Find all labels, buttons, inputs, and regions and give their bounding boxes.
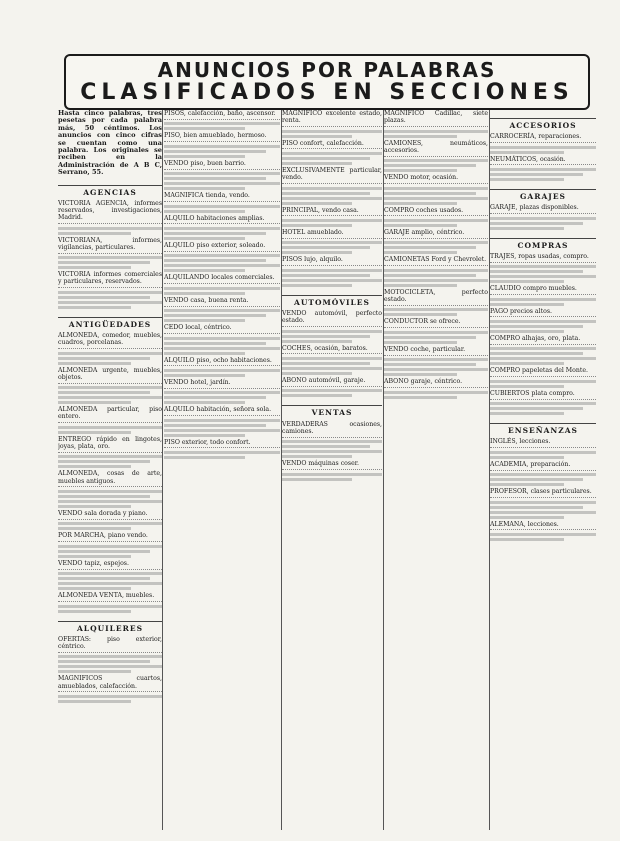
classified-ad: PROFESOR, clases particulares. xyxy=(490,488,596,498)
text-line-placeholder xyxy=(58,587,131,590)
text-line-placeholder xyxy=(490,320,596,323)
text-line-placeholder xyxy=(490,146,596,149)
text-line-placeholder xyxy=(164,254,280,257)
text-line-placeholder xyxy=(164,155,245,158)
classified-ad: VICTORIA informes comerciales y particulares, reservados. xyxy=(58,271,162,288)
text-line-placeholder xyxy=(490,173,583,176)
section-heading: VENTAS xyxy=(282,405,382,416)
classified-ad: PISO exterior, todo confort. xyxy=(164,439,280,449)
text-line-placeholder xyxy=(164,314,266,317)
text-line-placeholder xyxy=(384,341,457,344)
classified-ad: NEUMÁTICOS, ocasión. xyxy=(490,156,596,166)
text-line-placeholder xyxy=(282,473,382,476)
classified-ad: ALQUILO piso exterior, soleado. xyxy=(164,242,280,252)
text-line-placeholder xyxy=(384,358,488,361)
text-line-placeholder xyxy=(164,187,245,190)
classified-ad: CEDO local, céntrico. xyxy=(164,324,280,334)
text-line-placeholder xyxy=(282,357,382,360)
text-line-placeholder xyxy=(164,391,280,394)
classified-ad: HOTEL amueblado. xyxy=(282,229,382,239)
text-line-placeholder xyxy=(58,700,131,703)
section-heading: AGENCIAS xyxy=(58,185,162,196)
text-line-placeholder xyxy=(282,224,352,227)
text-line-placeholder xyxy=(282,197,382,200)
classified-ad: CAMIONETAS Ford y Chevrolet. xyxy=(384,256,488,266)
text-line-placeholder xyxy=(282,372,352,375)
text-line-placeholder xyxy=(164,232,266,235)
text-line-placeholder xyxy=(164,396,266,399)
text-line-placeholder xyxy=(384,187,488,190)
text-line-placeholder xyxy=(58,261,150,264)
text-line-placeholder xyxy=(490,178,564,181)
text-line-placeholder xyxy=(58,306,131,309)
text-line-placeholder xyxy=(490,280,564,283)
classified-ad: VENDO casa, buena renta. xyxy=(164,297,280,307)
text-line-placeholder xyxy=(164,122,280,125)
column-2-sections xyxy=(164,110,280,459)
text-line-placeholder xyxy=(58,256,162,259)
text-line-placeholder xyxy=(490,478,583,481)
text-line-placeholder xyxy=(490,385,564,388)
text-line-placeholder xyxy=(384,363,476,366)
text-line-placeholder xyxy=(490,217,596,220)
text-line-placeholder xyxy=(384,279,488,282)
classified-ad: ACADEMIA, preparación. xyxy=(490,461,596,471)
classified-ad: PISOS lujo, alquilo. xyxy=(282,256,382,266)
text-line-placeholder xyxy=(58,495,150,498)
text-line-placeholder xyxy=(490,533,596,536)
text-line-placeholder xyxy=(490,357,596,360)
classified-ad: ABONO garaje, céntrico. xyxy=(384,378,488,388)
text-line-placeholder xyxy=(58,550,150,553)
classified-ad: VENDO coche, particular. xyxy=(384,346,488,356)
text-line-placeholder xyxy=(490,265,596,268)
classified-ad: ALQUILANDO locales comerciales. xyxy=(164,274,280,284)
text-line-placeholder xyxy=(282,251,352,254)
classified-ad: ALMONEDA VENTA, muebles. xyxy=(58,592,162,602)
section-heading: GARAJES xyxy=(490,189,596,200)
text-line-placeholder xyxy=(58,577,150,580)
text-line-placeholder xyxy=(384,241,488,244)
text-line-placeholder xyxy=(490,451,596,454)
text-line-placeholder xyxy=(490,511,596,514)
intro-text: Hasta cinco palabras, tres pesetas por cada palabra más, 50 céntimos. Los anuncios con cinco cifras se cuentan como una palabra. Los originales se reciben en la Administración de A B C, Serrano, 55. xyxy=(58,110,162,177)
classified-ad: INGLÉS, lecciones. xyxy=(490,438,596,448)
text-line-placeholder xyxy=(164,342,266,345)
text-line-placeholder xyxy=(490,473,596,476)
text-line-placeholder xyxy=(164,205,280,208)
text-line-placeholder xyxy=(490,352,583,355)
classified-ad: COMPRO papeletas del Monte. xyxy=(490,367,596,377)
text-line-placeholder xyxy=(58,610,131,613)
text-line-placeholder xyxy=(58,670,131,673)
text-line-placeholder xyxy=(282,187,382,190)
column-4-sections xyxy=(384,110,488,399)
text-line-placeholder xyxy=(58,455,162,458)
classified-ad: PAGO precios altos. xyxy=(490,308,596,318)
text-line-placeholder xyxy=(384,331,488,334)
column-4 xyxy=(384,110,488,832)
text-line-placeholder xyxy=(164,264,280,267)
text-line-placeholder xyxy=(384,135,457,138)
text-line-placeholder xyxy=(384,336,476,339)
text-line-placeholder xyxy=(384,396,457,399)
classified-ad: ALEMANA, lecciones. xyxy=(490,521,596,531)
text-line-placeholder xyxy=(490,275,596,278)
text-line-placeholder xyxy=(282,330,382,333)
classified-ad: CONDUCTOR se ofrece. xyxy=(384,318,488,328)
text-line-placeholder xyxy=(490,227,564,230)
text-line-placeholder xyxy=(164,292,245,295)
classified-ad: VENDO hotel, jardín. xyxy=(164,379,280,389)
text-line-placeholder xyxy=(58,465,131,468)
classified-ad: VERDADERAS ocasiones, camiones. xyxy=(282,421,382,438)
text-line-placeholder xyxy=(58,396,162,399)
text-line-placeholder xyxy=(282,367,382,370)
text-line-placeholder xyxy=(282,340,352,343)
text-line-placeholder xyxy=(58,500,162,503)
text-line-placeholder xyxy=(58,391,150,394)
text-line-placeholder xyxy=(490,456,564,459)
text-line-placeholder xyxy=(490,380,596,383)
text-line-placeholder xyxy=(164,374,245,377)
text-line-placeholder xyxy=(58,522,162,525)
text-line-placeholder xyxy=(58,527,131,530)
text-line-placeholder xyxy=(58,505,131,508)
classified-ad: VICTORIANA, informes, vigilancias, particulares. xyxy=(58,237,162,254)
text-line-placeholder xyxy=(58,660,150,663)
classified-ad: PRINCIPAL, vendo casa. xyxy=(282,207,382,217)
text-line-placeholder xyxy=(384,391,488,394)
section-heading: ENSEÑANZAS xyxy=(490,423,596,434)
text-line-placeholder xyxy=(164,269,245,272)
text-line-placeholder xyxy=(58,490,162,493)
text-line-placeholder xyxy=(164,259,266,262)
text-line-placeholder xyxy=(384,269,488,272)
text-line-placeholder xyxy=(384,274,476,277)
text-line-placeholder xyxy=(164,347,280,350)
text-line-placeholder xyxy=(58,431,131,434)
text-line-placeholder xyxy=(58,232,131,235)
text-line-placeholder xyxy=(384,251,457,254)
classified-ad: COMPRO alhajas, oro, plata. xyxy=(490,335,596,345)
text-line-placeholder xyxy=(164,127,245,130)
text-line-placeholder xyxy=(58,572,162,575)
text-line-placeholder xyxy=(384,313,457,316)
text-line-placeholder xyxy=(164,287,280,290)
text-line-placeholder xyxy=(164,451,280,454)
header-title-line1: ANUNCIOS POR PALABRAS xyxy=(157,58,497,82)
text-line-placeholder xyxy=(490,222,583,225)
text-line-placeholder xyxy=(164,352,245,355)
text-line-placeholder xyxy=(58,582,162,585)
classified-ad: MAGNIFICA tienda, vendo. xyxy=(164,192,280,202)
text-line-placeholder xyxy=(282,450,382,453)
text-line-placeholder xyxy=(164,401,245,404)
text-line-placeholder xyxy=(384,246,476,249)
text-line-placeholder xyxy=(384,368,488,371)
text-line-placeholder xyxy=(384,130,488,133)
classified-ad: VENDO piso, buen barrio. xyxy=(164,160,280,170)
text-line-placeholder xyxy=(384,169,457,172)
classified-ad: POR MARCHA, piano vendo. xyxy=(58,532,162,542)
text-line-placeholder xyxy=(164,172,280,175)
text-line-placeholder xyxy=(282,445,370,448)
classified-header xyxy=(64,54,590,110)
text-line-placeholder xyxy=(384,202,457,205)
text-line-placeholder xyxy=(490,506,583,509)
text-line-placeholder xyxy=(282,162,352,165)
classified-ad: ALMONEDA urgente, muebles, objetos. xyxy=(58,367,162,384)
text-line-placeholder xyxy=(490,501,596,504)
section-heading: ANTIGÜEDADES xyxy=(58,317,162,328)
text-line-placeholder xyxy=(164,145,280,148)
classified-ad: VENDO motor, ocasión. xyxy=(384,174,488,184)
text-line-placeholder xyxy=(282,455,352,458)
text-line-placeholder xyxy=(164,456,245,459)
classified-ad: MAGNIFICO excelente estado, renta. xyxy=(282,110,382,127)
text-line-placeholder xyxy=(490,407,583,410)
text-line-placeholder xyxy=(58,352,162,355)
text-line-placeholder xyxy=(384,224,457,227)
text-line-placeholder xyxy=(490,402,596,405)
text-line-placeholder xyxy=(282,219,382,222)
text-line-placeholder xyxy=(282,394,352,397)
text-line-placeholder xyxy=(58,301,162,304)
text-line-placeholder xyxy=(384,373,457,376)
column-3-sections xyxy=(282,110,382,481)
classified-ad: MAGNIFICO Cadillac, siete plazas. xyxy=(384,110,488,127)
text-line-placeholder xyxy=(490,538,564,541)
text-line-placeholder xyxy=(384,197,488,200)
text-line-placeholder xyxy=(58,695,162,698)
text-line-placeholder xyxy=(282,241,382,244)
text-line-placeholder xyxy=(384,219,488,222)
classified-ad: VICTORIA AGENCIA, informes reservados, investigaciones, Madrid. xyxy=(58,200,162,224)
text-line-placeholder xyxy=(282,279,382,282)
classified-ad: OFERTAS: piso exterior, céntrico. xyxy=(58,636,162,653)
text-line-placeholder xyxy=(490,298,596,301)
classified-ad: CARROCERÍA, reparaciones. xyxy=(490,133,596,143)
classified-ad: PISOS, calefacción, baño, ascensor. xyxy=(164,110,280,120)
text-line-placeholder xyxy=(58,357,150,360)
text-line-placeholder xyxy=(384,159,488,162)
text-line-placeholder xyxy=(490,362,564,365)
classified-ad: MAGNIFICOS cuartos, amueblados, calefacción. xyxy=(58,675,162,692)
text-line-placeholder xyxy=(384,192,476,195)
column-2 xyxy=(164,110,280,832)
text-line-placeholder xyxy=(282,202,352,205)
classified-ad: TRAJES, ropas usadas, compro. xyxy=(490,253,596,263)
column-divider xyxy=(162,110,163,830)
text-line-placeholder xyxy=(282,130,382,133)
text-line-placeholder xyxy=(490,330,564,333)
column-3 xyxy=(282,110,382,832)
classified-ad: COMPRO coches usados. xyxy=(384,207,488,217)
text-line-placeholder xyxy=(164,434,245,437)
text-line-placeholder xyxy=(58,401,131,404)
text-line-placeholder xyxy=(282,362,370,365)
classified-ad: ALQUILO habitaciones amplias. xyxy=(164,215,280,225)
text-line-placeholder xyxy=(58,460,150,463)
text-line-placeholder xyxy=(58,545,162,548)
text-line-placeholder xyxy=(58,555,131,558)
text-line-placeholder xyxy=(282,284,352,287)
text-line-placeholder xyxy=(282,274,370,277)
text-line-placeholder xyxy=(282,478,352,481)
text-line-placeholder xyxy=(164,319,245,322)
text-line-placeholder xyxy=(384,308,488,311)
classified-ad: VENDO automóvil, perfecto estado. xyxy=(282,310,382,327)
text-line-placeholder xyxy=(164,237,245,240)
column-5-sections xyxy=(490,118,596,541)
text-line-placeholder xyxy=(164,419,280,422)
classified-ad: VENDO máquinas coser. xyxy=(282,460,382,470)
classified-ad: COCHES, ocasión, baratos. xyxy=(282,345,382,355)
text-line-placeholder xyxy=(490,412,564,415)
text-line-placeholder xyxy=(282,192,370,195)
text-line-placeholder xyxy=(164,150,266,153)
text-line-placeholder xyxy=(164,429,280,432)
section-heading: ALQUILERES xyxy=(58,621,162,632)
classified-ad: CLAUDIO compro muebles. xyxy=(490,285,596,295)
text-line-placeholder xyxy=(282,246,370,249)
text-line-placeholder xyxy=(282,152,382,155)
text-line-placeholder xyxy=(164,309,280,312)
text-line-placeholder xyxy=(164,182,280,185)
text-line-placeholder xyxy=(58,605,162,608)
text-line-placeholder xyxy=(58,291,162,294)
classified-ad: ALQUILO piso, ocho habitaciones. xyxy=(164,357,280,367)
classified-ad: VENDO sala dorada y piano. xyxy=(58,510,162,520)
text-line-placeholder xyxy=(58,227,162,230)
text-line-placeholder xyxy=(58,362,131,365)
column-1-sections xyxy=(58,185,162,703)
text-line-placeholder xyxy=(282,135,352,138)
text-line-placeholder xyxy=(58,266,131,269)
text-line-placeholder xyxy=(282,440,382,443)
column-5 xyxy=(490,110,596,832)
text-line-placeholder xyxy=(490,151,564,154)
text-line-placeholder xyxy=(490,325,583,328)
classified-ad: GARAJE amplio, céntrico. xyxy=(384,229,488,239)
section-heading: COMPRAS xyxy=(490,238,596,249)
classified-ad: EXCLUSIVAMENTE particular, vendo. xyxy=(282,167,382,184)
text-line-placeholder xyxy=(384,164,476,167)
classified-ad: GARAJE, plazas disponibles. xyxy=(490,204,596,214)
classified-ad: CUBIERTOS plata compro. xyxy=(490,390,596,400)
classified-ad: ENTREGO rápido en lingotes, joyas, plata, oro. xyxy=(58,436,162,453)
text-line-placeholder xyxy=(58,296,150,299)
classified-ad: ALQUILO habitación, señora sola. xyxy=(164,406,280,416)
section-heading: AUTOMÓVILES xyxy=(282,295,382,306)
text-line-placeholder xyxy=(164,177,266,180)
text-line-placeholder xyxy=(490,270,583,273)
text-line-placeholder xyxy=(164,210,245,213)
text-line-placeholder xyxy=(164,369,280,372)
text-line-placeholder xyxy=(490,483,564,486)
text-line-placeholder xyxy=(164,337,280,340)
section-heading: ACCESORIOS xyxy=(490,118,596,129)
text-line-placeholder xyxy=(490,516,564,519)
classified-ad: VENDO tapiz, espejos. xyxy=(58,560,162,570)
text-line-placeholder xyxy=(58,386,162,389)
text-line-placeholder xyxy=(58,655,162,658)
text-line-placeholder xyxy=(490,168,596,171)
text-line-placeholder xyxy=(58,665,162,668)
classified-ad: ALMONEDA, cosas de arte, muebles antiguos. xyxy=(58,470,162,487)
text-line-placeholder xyxy=(282,389,382,392)
header-title-line2: CLASIFICADOS EN SECCIONES xyxy=(80,80,574,105)
text-line-placeholder xyxy=(164,424,266,427)
text-line-placeholder xyxy=(282,335,370,338)
classified-ad: MOTOCICLETA, perfecto estado. xyxy=(384,289,488,306)
text-line-placeholder xyxy=(58,426,162,429)
classified-ad: ALMONEDA, comedor, muebles, cuadros, porcelanas. xyxy=(58,332,162,349)
text-line-placeholder xyxy=(384,284,457,287)
text-line-placeholder xyxy=(164,227,280,230)
column-1 xyxy=(58,110,162,832)
classified-ad: ABONO automóvil, garaje. xyxy=(282,377,382,387)
classified-ad: PISO confort, calefacción. xyxy=(282,140,382,150)
classified-ad: CAMIONES, neumáticos, accesorios. xyxy=(384,140,488,157)
text-line-placeholder xyxy=(282,269,382,272)
text-line-placeholder xyxy=(282,157,370,160)
classified-ad: PISO, bien amueblado, hermoso. xyxy=(164,132,280,142)
text-line-placeholder xyxy=(490,303,564,306)
classified-ad: ALMONEDA particular, piso entero. xyxy=(58,406,162,423)
text-line-placeholder xyxy=(490,347,596,350)
